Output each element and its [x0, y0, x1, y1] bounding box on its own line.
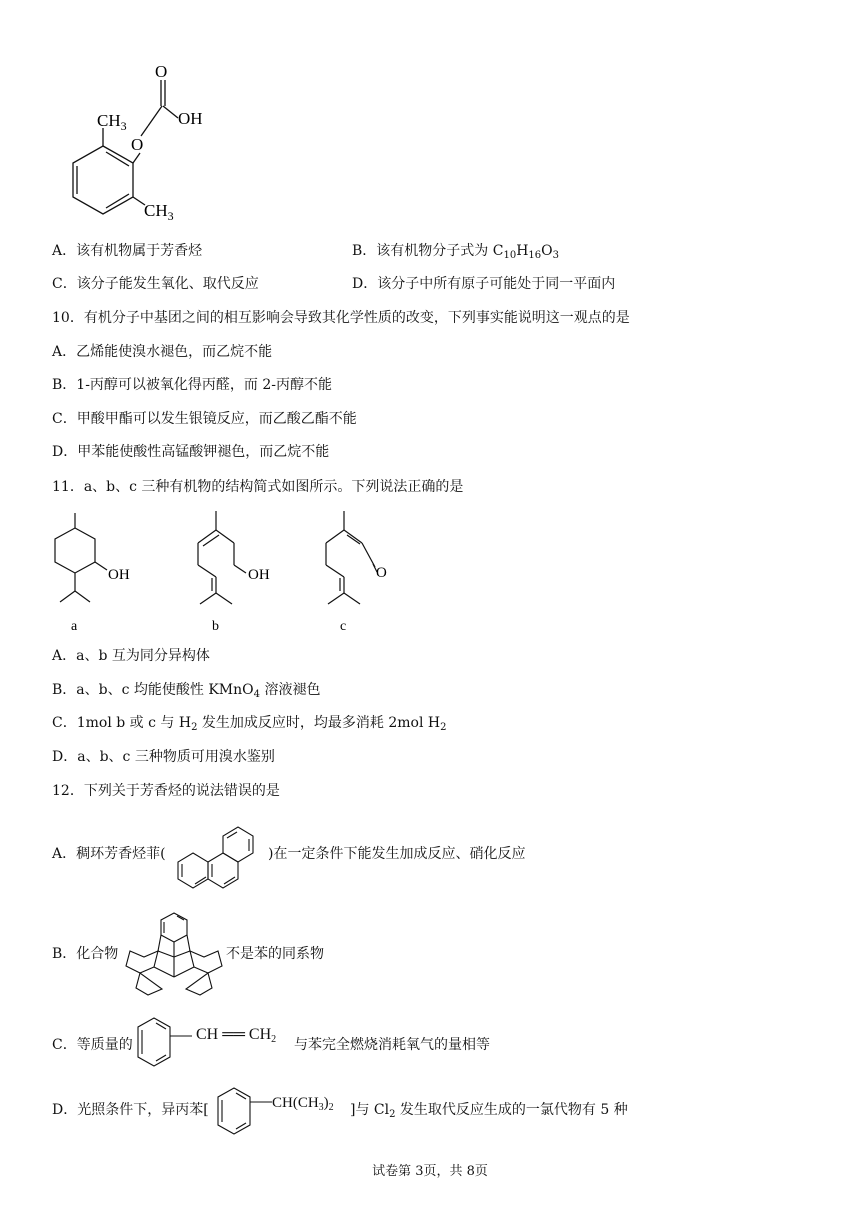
q11-stem: 11．a、b、c 三种有机物的结构简式如图所示。下列说法正确的是	[52, 479, 464, 495]
q11-option-b: B．a、b、c 均能使酸性 KMnO$_4$ 溶液褪色	[52, 682, 321, 700]
page-footer: 试卷第 3页，共 8页	[372, 1164, 488, 1179]
ch3-bottom-label: $CH_3$	[144, 201, 174, 223]
q9-option-b: B．该有机物分子式为 $C_{10}H_{16}O_3$	[352, 243, 559, 261]
q11-structures-diagram	[40, 505, 400, 635]
compound-c-label: c	[340, 619, 347, 634]
ch3-top-label: $CH_3$	[97, 111, 127, 133]
q10-option-c: C．甲酸甲酯可以发生银镜反应，而乙酸乙酯不能	[52, 411, 357, 427]
phenanthrene-structure	[168, 815, 268, 893]
q9-option-d: D．该分子中所有原子可能处于同一平面内	[352, 276, 616, 292]
hydroxyl-label: OH	[178, 109, 203, 128]
q10-option-b: B．1-丙醇可以被氧化得丙醛，而 2-丙醇不能	[52, 377, 333, 393]
styrene-vinyl-formula: CH ══ $CH_2$	[196, 1026, 277, 1045]
ether-oxygen-label: O	[131, 135, 144, 154]
q12-option-c-suffix: 与苯完全燃烧消耗氧气的量相等	[294, 1037, 490, 1053]
q10-stem: 10．有机分子中基团之间的相互影响会导致其化学性质的改变，下列事实能说明这一观点的是	[52, 310, 630, 326]
q11-option-c: C．1mol b 或 c 与 $H_2$ 发生加成反应时，均最多消耗 2mol $H_2$	[52, 715, 447, 733]
q12-option-d-suffix: ]与 $Cl_2$ 发生取代反应生成的一氯代物有 5 种	[350, 1102, 628, 1120]
cumene-isopropyl-formula: $CH(CH_3)_2$	[272, 1095, 334, 1113]
q10-option-d: D．甲苯能使酸性高锰酸钾褪色，而乙烷不能	[52, 444, 330, 460]
carbonyl-oxygen-label: O	[155, 62, 168, 81]
q10-option-a: A．乙烯能使溴水褪色，而乙烷不能	[52, 344, 273, 360]
compound-b-label: b	[212, 619, 219, 634]
cumene-benzene-ring	[214, 1085, 276, 1143]
q12-option-a-prefix: A．稠环芳香烃菲(	[52, 846, 166, 862]
q9-structure-diagram	[40, 58, 240, 228]
q12-option-b-suffix: 不是苯的同系物	[226, 946, 324, 962]
styrene-benzene-ring	[134, 1015, 194, 1077]
q12-stem: 12．下列关于芳香烃的说法错误的是	[52, 783, 280, 799]
compound-a-oh-label: OH	[108, 567, 130, 583]
compound-c-oxygen-label: O	[376, 565, 387, 581]
q9-option-a: A．该有机物属于芳香烃	[52, 243, 203, 259]
q11-option-a: A．a、b 互为同分异构体	[52, 648, 210, 664]
compound-a-label: a	[71, 619, 78, 634]
compound-b-oh-label: OH	[248, 567, 270, 583]
q9-option-c: C．该分子能发生氧化、取代反应	[52, 276, 259, 292]
q12-option-a-suffix: )在一定条件下能发生加成反应、硝化反应	[268, 846, 526, 862]
triptycene-structure	[122, 905, 227, 1000]
q11-option-d: D．a、b、c 三种物质可用溴水鉴别	[52, 749, 275, 765]
q12-option-c-prefix: C．等质量的	[52, 1037, 133, 1053]
q12-option-d-prefix: D．光照条件下，异丙苯[	[52, 1102, 209, 1118]
q12-option-b-prefix: B．化合物	[52, 946, 119, 962]
